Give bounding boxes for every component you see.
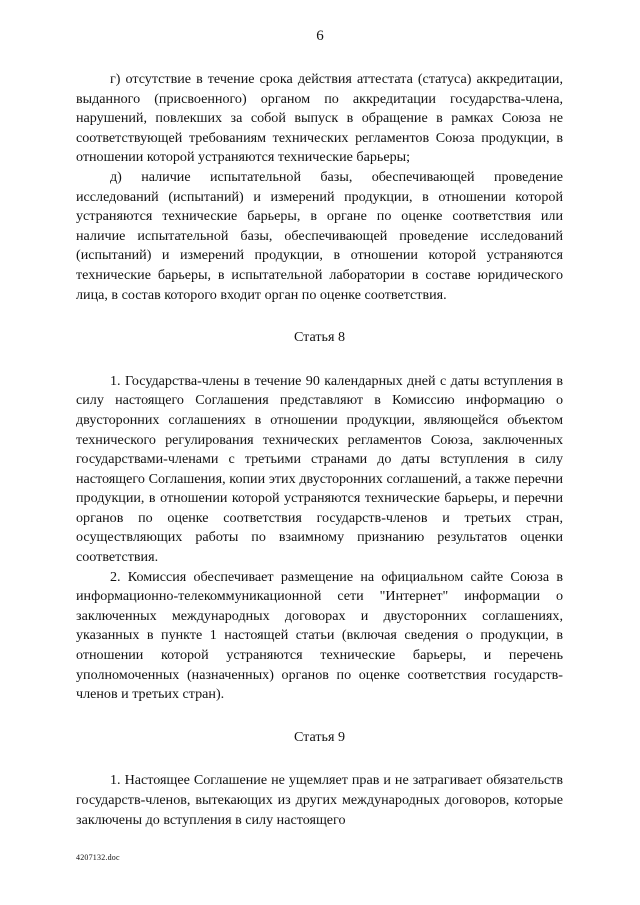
article-9-heading: Статья 9 <box>293 728 346 745</box>
article-8-paragraph-2: 2. Комиссия обеспечивает размещение на официальном сайте Союза в информационно-телекоммуникационной сети "Интернет" информации о заключенных международных договорах и двусторонних соглашениях, указанных в пункте 1 настоящей статьи (включая сведения о продукции, в отношении которой устраняются технические барьеры, и перечень уполномоченных (назначенных) органов по оценке соответствия государств-членов и третьих стран). <box>76 568 563 703</box>
paragraph-g: г) отсутствие в течение срока действия аттестата (статуса) аккредитации, выданного (присвоенного) органом по аккредитации государства-члена, нарушений, повлекших за собой выпуск в обращение в рамках Союза не соответствующей требованиям технических регламентов Союза продукции, в отношении которой устраняются технические барьеры; <box>76 71 563 166</box>
document-body <box>76 70 563 830</box>
article-8-paragraph-1: 1. Государства-члены в течение 90 календарных дней с даты вступления в силу настоящего Соглашения представляют в Комиссию информацию о двусторонних соглашениях в отношении продукции, являющейся объектом технического регулирования технических регламентов Союза, заключенных государствами-членами с третьими странами до даты вступления в силу настоящего Соглашения, копии этих двусторонних соглашений, а также перечни продукции, в отношении которой устраняются технические барьеры, и перечни органов по оценке соответствия государств-членов и третьих стран, осуществляющих работы по взаимному признанию результатов оценки соответствия. <box>76 372 563 566</box>
article-8-heading: Статья 8 <box>293 329 346 346</box>
article-9-paragraph-1: 1. Настоящее Соглашение не ущемляет прав и не затрагивает обязательств государств-членов, вытекающих из других международных договоров, которые заключены до вступления в силу настоящего <box>76 772 563 828</box>
paragraph-d: д) наличие испытательной базы, обеспечивающей проведение исследований (испытаний) и измерений продукции, в отношении которой устраняются технические барьеры, в органе по оценке соответствия или наличие испытательной базы, обеспечивающей проведение исследований (испытаний) и измерений продукции, в отношении которой устраняются технические барьеры, в испытательной лаборатории в составе юридического лица, в состав которого входит орган по оценке соответствия. <box>76 168 563 303</box>
document-footer: 4207132.doc <box>76 853 120 862</box>
page-number: 6 <box>316 28 324 44</box>
